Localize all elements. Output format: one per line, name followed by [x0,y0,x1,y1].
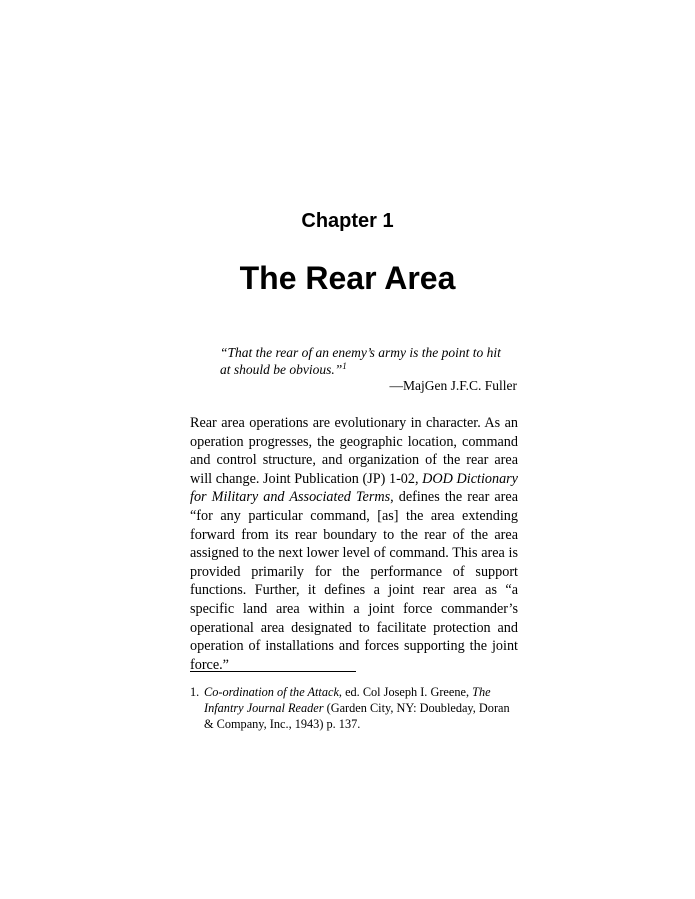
footnote-number: 1. [190,685,200,699]
body-text-part-2: , defines the rear area “for any particular command, [as] the area extending forward from its rear boundary to the rear of the area assigned to the next lower level of command. This area is provided primarily for the performance of support functions. Further, it defines a joint rear area as “a specific land area within a joint force commander’s operational area designated to facilitate protection and operation of installations and forces supporting the joint force.” [190,489,518,673]
chapter-label: Chapter 1 [301,210,394,232]
body-text-part-1: Rear area operations are evolutionary in character. As an operation progresses, the geographic location, command and control structure, and organization of the rear area will change. Joint Publication (JP) 1-02, [190,415,518,487]
body-paragraph [190,414,518,674]
footnote-text-part-2: (Garden City, NY: Doubleday, Doran & Company, Inc., 1943) p. 137. [204,701,510,731]
epigraph-line-2: at should be obvious.” [220,362,343,377]
epigraph [220,344,520,378]
epigraph-attribution: —MajGen J.F.C. Fuller [389,378,517,393]
epigraph-line-1: “That the rear of an enemy’s army is the point to hit [220,345,501,360]
epigraph-quote [220,344,520,378]
footnote-divider [190,671,356,672]
footnote-collection-title: The Infantry Journal Reader [204,685,491,715]
chapter-title: The Rear Area [239,260,456,296]
footnote-work-title: Co-ordination of the Attack [204,685,339,699]
publication-title: DOD Dictionary for Military and Associated Terms [190,470,518,506]
footnote-text-part-1: , ed. Col Joseph I. Greene, [338,685,473,699]
footnote [190,684,518,732]
footnote-reference: 1 [342,361,347,371]
